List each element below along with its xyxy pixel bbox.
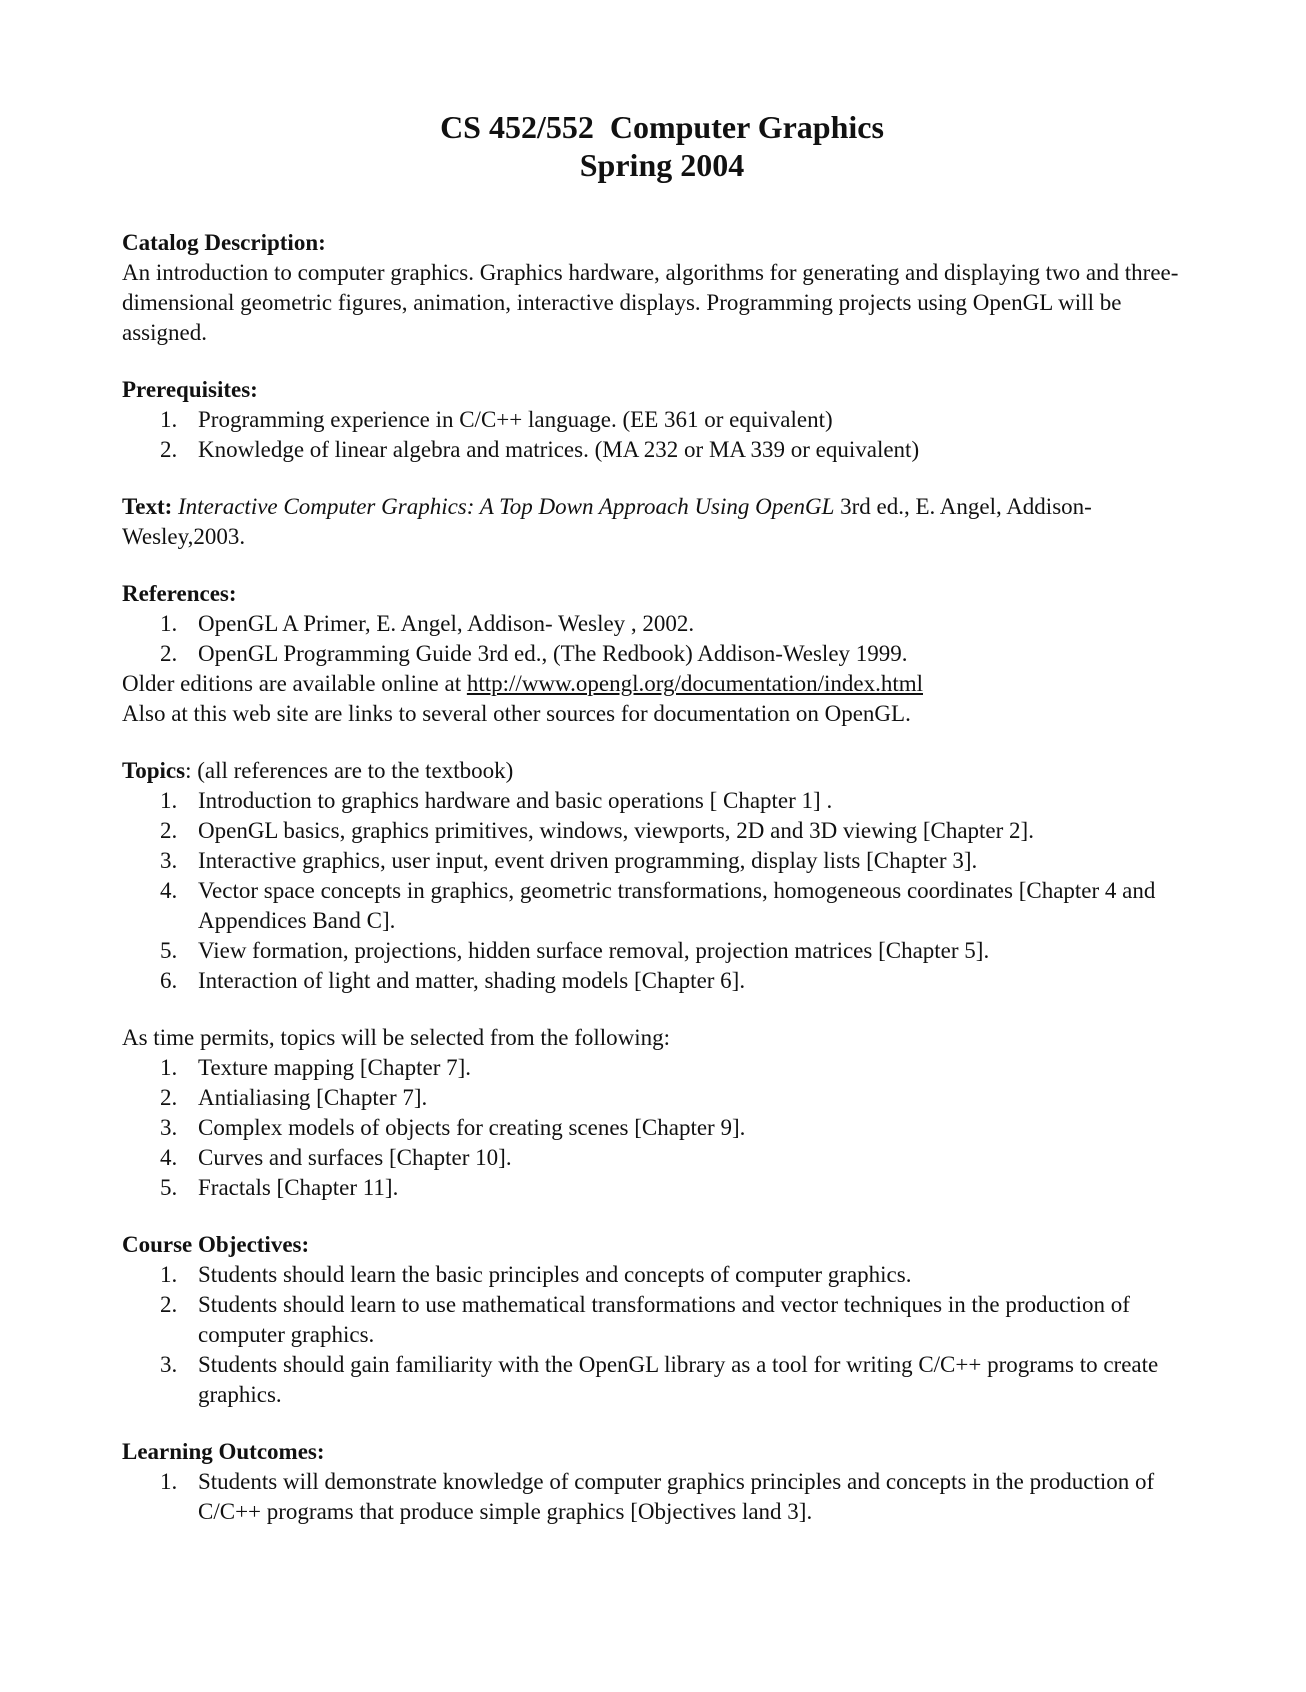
list-number: 1. [160, 611, 178, 636]
list-item [122, 936, 1202, 966]
list-item-text: OpenGL basics, graphics primitives, windows, viewports, 2D and 3D viewing [Chapter 2]. [198, 818, 1034, 843]
list-item-text: Antialiasing [Chapter 7]. [198, 1085, 428, 1110]
topics-note: : (all references are to the textbook) [185, 758, 514, 783]
topics-section [122, 756, 1202, 996]
list-item [122, 405, 1202, 435]
outcomes-section [122, 1437, 1202, 1527]
prerequisites-list [122, 405, 1202, 465]
list-item [122, 1053, 1202, 1083]
list-number: 3. [160, 1115, 178, 1140]
list-number: 2. [160, 1085, 178, 1110]
list-item [122, 1143, 1202, 1173]
list-number: 4. [160, 878, 178, 903]
list-number: 5. [160, 1175, 178, 1200]
topics-list [122, 786, 1202, 996]
opengl-documentation-link[interactable]: http://www.opengl.org/documentation/index.html [466, 671, 923, 696]
list-item-text: Knowledge of linear algebra and matrices. (MA 232 or MA 339 or equivalent) [198, 437, 920, 462]
list-item-text: Programming experience in C/C++ language. (EE 361 or equivalent) [198, 407, 833, 432]
list-item-text: Students should gain familiarity with the OpenGL library as a tool for writing C/C++ programs to create graphics. [198, 1352, 1159, 1407]
list-item-text: Students will demonstrate knowledge of computer graphics principles and concepts in the production of C/C++ programs that produce simple graphics [Objectives land 3]. [198, 1469, 1155, 1524]
list-number: 3. [160, 848, 178, 873]
list-number: 5. [160, 938, 178, 963]
list-item [122, 1350, 1202, 1410]
list-item-text: Curves and surfaces [Chapter 10]. [198, 1145, 512, 1170]
older-editions-line [122, 669, 1202, 699]
list-number: 1. [160, 788, 178, 813]
list-number: 4. [160, 1145, 178, 1170]
list-item [122, 1290, 1202, 1350]
list-item [122, 846, 1202, 876]
optional-topics-intro: As time permits, topics will be selected from the following: [122, 1025, 671, 1050]
textbook-section [122, 492, 1202, 552]
list-item [122, 1260, 1202, 1290]
list-item-text: Complex models of objects for creating scenes [Chapter 9]. [198, 1115, 746, 1140]
older-editions-text: Older editions are available online at [122, 671, 467, 696]
topics-heading-line [122, 756, 1202, 786]
list-number: 2. [160, 1292, 178, 1317]
list-item [122, 1467, 1202, 1527]
list-item-text: Students should learn the basic principles and concepts of computer graphics. [198, 1262, 912, 1287]
textbook-title: Interactive Computer Graphics: A Top Down Approach Using OpenGL [178, 494, 835, 519]
syllabus-page [122, 108, 1202, 1554]
list-item-text: OpenGL A Primer, E. Angel, Addison- Wesley , 2002. [198, 611, 695, 636]
catalog-text: An introduction to computer graphics. Graphics hardware, algorithms for generating and displaying two and three-dimensional geometric figures, animation, interactive displays. Programming projects using OpenGL will be assigned. [122, 260, 1179, 345]
list-number: 2. [160, 818, 178, 843]
list-item-text: OpenGL Programming Guide 3rd ed., (The Redbook) Addison-Wesley 1999. [198, 641, 908, 666]
page-title [122, 108, 1202, 184]
list-item-text: Introduction to graphics hardware and basic operations [ Chapter 1] . [198, 788, 833, 813]
list-number: 2. [160, 437, 178, 462]
objectives-list [122, 1260, 1202, 1410]
objectives-section [122, 1230, 1202, 1410]
list-item [122, 1113, 1202, 1143]
prerequisites-section [122, 375, 1202, 465]
list-number: 1. [160, 407, 178, 432]
course-title: CS 452/552 Computer Graphics [440, 109, 884, 145]
textbook-line [122, 492, 1202, 552]
list-item [122, 639, 1202, 669]
objectives-heading: Course Objectives: [122, 1232, 310, 1257]
list-item [122, 876, 1202, 936]
topics-heading: Topics [122, 758, 186, 783]
list-item [122, 816, 1202, 846]
references-list [122, 609, 1202, 669]
list-item-text: Vector space concepts in graphics, geometric transformations, homogeneous coordinates [Chapter 4 and Appendices Band C]. [198, 878, 1156, 933]
list-item [122, 786, 1202, 816]
list-item [122, 435, 1202, 465]
list-item [122, 1173, 1202, 1203]
list-number: 3. [160, 1352, 178, 1377]
list-item-text: Interactive graphics, user input, event driven programming, display lists [Chapter 3]. [198, 848, 978, 873]
optional-topics-section [122, 1023, 1202, 1203]
also-line: Also at this web site are links to several other sources for documentation on OpenGL. [122, 701, 911, 726]
optional-topics-list [122, 1053, 1202, 1203]
list-item [122, 609, 1202, 639]
list-item-text: Students should learn to use mathematical transformations and vector techniques in the production of computer graphics. [198, 1292, 1130, 1347]
list-item-text: View formation, projections, hidden surface removal, projection matrices [Chapter 5]. [198, 938, 990, 963]
list-number: 2. [160, 641, 178, 666]
prerequisites-heading: Prerequisites: [122, 377, 258, 402]
outcomes-heading: Learning Outcomes: [122, 1439, 325, 1464]
list-item [122, 966, 1202, 996]
references-heading: References: [122, 581, 237, 606]
catalog-heading: Catalog Description: [122, 230, 326, 255]
catalog-section [122, 228, 1202, 348]
list-number: 6. [160, 968, 178, 993]
list-number: 1. [160, 1262, 178, 1287]
list-item-text: Texture mapping [Chapter 7]. [198, 1055, 472, 1080]
list-item [122, 1083, 1202, 1113]
list-number: 1. [160, 1469, 178, 1494]
list-number: 1. [160, 1055, 178, 1080]
textbook-details: 3rd ed., E. Angel, Addison-Wesley,2003. [122, 494, 1092, 549]
textbook-label: Text: [122, 494, 173, 519]
outcomes-list [122, 1467, 1202, 1527]
term-title: Spring 2004 [579, 147, 745, 183]
list-item-text: Fractals [Chapter 11]. [198, 1175, 399, 1200]
list-item-text: Interaction of light and matter, shading models [Chapter 6]. [198, 968, 746, 993]
references-section [122, 579, 1202, 729]
